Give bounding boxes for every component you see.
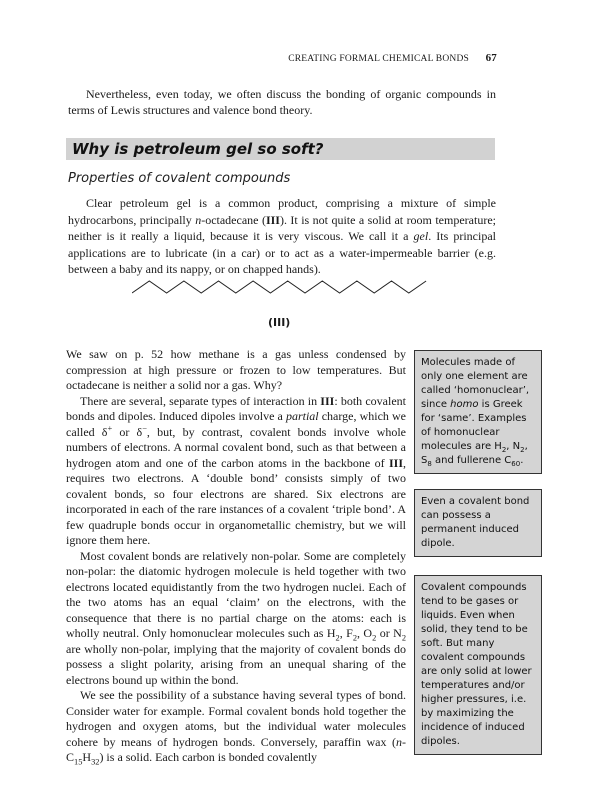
text-run: are wholly non-polar, implying that the majority of covalent bonds do possess a slight polarity, arising from an unequal sharing of the electrons bound up within the bond. [66, 641, 406, 687]
text-run: H [82, 750, 92, 764]
compound-ref: III [320, 393, 335, 408]
text-run: partial [285, 409, 319, 423]
subscript: 2 [501, 446, 507, 454]
main-body-text [66, 347, 406, 766]
compound-ref: III [265, 212, 280, 227]
text-run: : both covalent bonds and dipoles. Induced dipoles involve a [66, 393, 406, 423]
running-head-title: CREATING FORMAL CHEMICAL BONDS [288, 54, 470, 64]
text-run: , O [357, 626, 373, 640]
text-run: . Its principal applications are to lubricate (in a car) or to act as a water-impermeable barrier (e.g. between a baby and its nappy, or on chapped hands). [68, 229, 497, 276]
subscript: 2 [401, 633, 406, 643]
text-run: , requires two electrons. A ‘double bond’ consists simply of two covalent bonds, so four electrons are shared. Six electrons are incorporated in each of the rare instances of a covalent ‘triple bond’. A few quadruple bonds occur in organometallic chemistry, but we will ignore them here. [66, 455, 406, 547]
text-run: , but, by contrast, covalent bonds involve whole numbers of electrons. A normal covalent bond, such as that between a hydrogen atom and one of the carbon atoms in the backbone of [66, 424, 406, 470]
text-run: or δ [112, 424, 143, 439]
subscript: 15 [74, 757, 83, 767]
subscript: 60 [511, 460, 521, 468]
body-paragraph: We saw on p. 52 how methane is a gas unless condensed by compression at high pressure or frozen to low temperatures. But octadecane is neither a solid nor a gas. Why? [66, 347, 406, 392]
octadecane-paragraph [68, 195, 496, 278]
text-run: There are several, separate types of interaction in [80, 393, 321, 408]
subscript: 32 [91, 757, 100, 767]
text-run: n [195, 212, 202, 227]
text-run: -C [66, 734, 406, 764]
subscript: 2 [372, 633, 377, 643]
section-banner [66, 138, 495, 160]
intro-paragraph: Nevertheless, even today, we often discuss the bonding of organic compounds in terms of Lewis structures and valence bond theory. [68, 87, 496, 117]
running-head [60, 52, 497, 64]
text-run: charge, which we called δ [66, 409, 407, 439]
text-run: or N [376, 626, 402, 640]
text-run: ) is a solid. Each carbon is bonded covalently [99, 750, 318, 764]
text-run: n [396, 734, 402, 749]
octadecane-skeletal-structure [132, 274, 432, 300]
section-title: Why is petroleum gel so soft? [72, 140, 324, 158]
text-run: Most covalent bonds are relatively non-polar. Some are completely non-polar: the diatomic hydrogen molecule is held together with two electrons located equidistantly from the two hydrogen nuclei. Each of the two atoms has an equal ‘claim’ on the electrons, with the consequence that there is no partial charge on the atoms: each is wholly neutral. Only homonuclear molecules such as H [66, 548, 406, 640]
subscript: 2 [335, 633, 340, 643]
sidebar-box-homonuclear [414, 350, 542, 474]
subscript: 2 [352, 633, 358, 643]
text-run: gel [413, 229, 429, 243]
text-run: ). It is not quite a solid at room temperature; neither is it really a liquid, because it is very viscous. We call it a [68, 212, 496, 243]
page-number: 67 [485, 52, 497, 64]
subscript: 2 [520, 446, 525, 454]
text-run: -octadecane ( [201, 212, 266, 227]
text-run: , N [506, 441, 521, 452]
text-run: , F [339, 626, 353, 640]
subheading: Properties of covalent compounds [68, 171, 291, 186]
text-run: homo [450, 399, 479, 410]
body-paragraph [66, 688, 406, 766]
superscript: − [142, 423, 147, 433]
text-run: We see the possibility of a substance having several types of bond. Consider water for example. Formal covalent bonds hold together the hydrogen and oxygen atoms, but the individual water molecules cohere by means of hydrogen bonds. Conversely, paraffin wax ( [66, 688, 406, 749]
sidebar-box-covalent-compounds: Covalent compounds tend to be gases or liquids. Even when solid, they tend to be soft. But many covalent compounds are only solid at lower temperatures and/or higher pressures, i.e. by maximizing the incidence of induced dipoles. [414, 575, 542, 755]
text-run: is Greek for ‘same’. Examples of homonuclear molecules are H [421, 399, 527, 452]
sidebar-box-dipole: Even a covalent bond can possess a permanent induced dipole. [414, 489, 542, 557]
compound-ref: III [388, 455, 403, 470]
structure-label: (III) [268, 316, 291, 329]
subscript: 8 [427, 460, 432, 468]
text-run: . [520, 455, 524, 466]
body-paragraph [66, 394, 406, 549]
superscript: + [107, 423, 113, 433]
text-run: and fullerene C [431, 455, 512, 466]
text-run: Molecules made of only one element are called ‘homonuclear’, since [421, 357, 530, 410]
text-run: , S [421, 441, 528, 466]
text-run: Clear petroleum gel is a common product, comprising a mixture of simple hydrocarbons, principally [68, 196, 496, 227]
body-paragraph [66, 549, 406, 689]
